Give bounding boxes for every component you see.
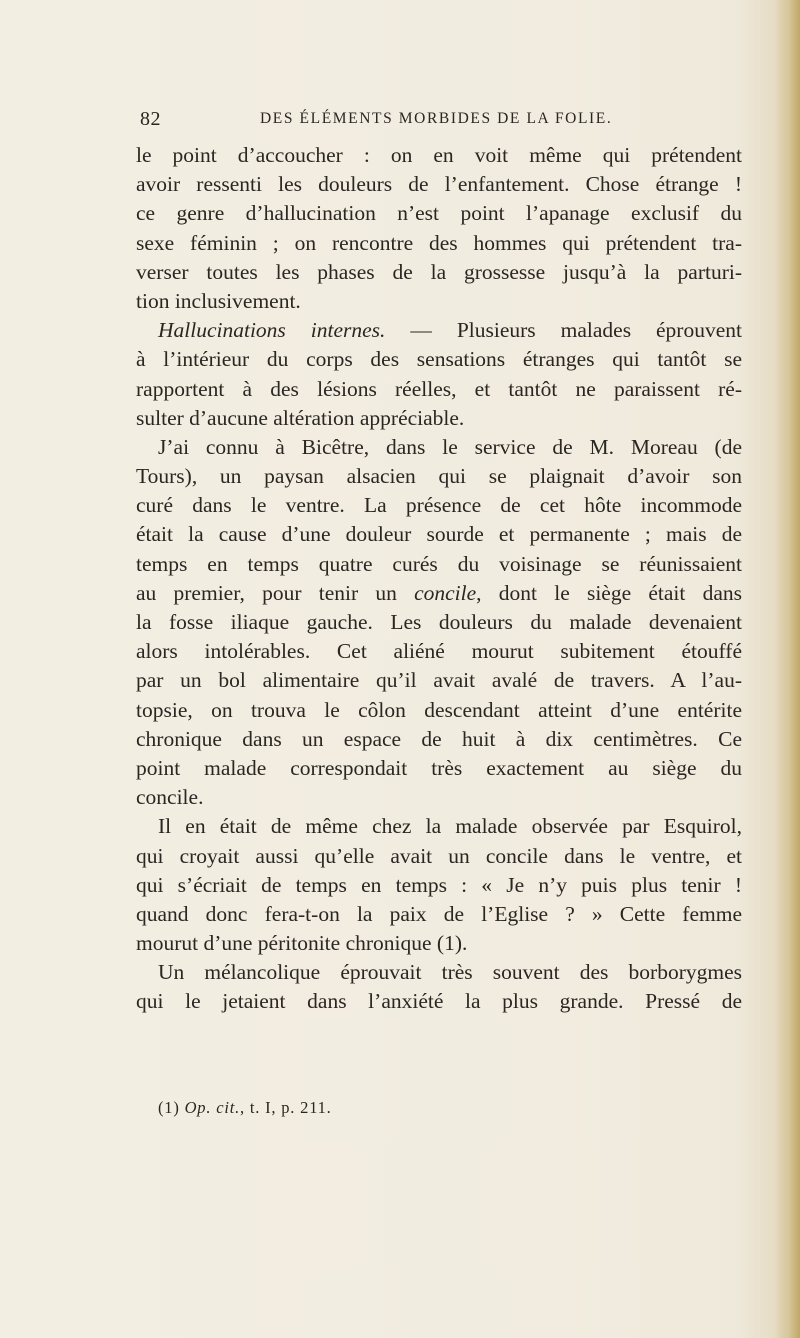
text-segment: avoir ressenti les douleurs de l’enfantement. Chose étrange ! [136,172,742,197]
text-segment: curé dans le ventre. La présence de cet hôte incommode [136,493,742,518]
text-line [136,579,742,608]
text-line [136,754,742,783]
text-segment: ce genre d’hallucination n’est point l’apanage exclusif du [136,201,742,226]
text-line [136,812,742,841]
text-segment: J’ai connu à Bicêtre, dans le service de M. Moreau (de [158,434,742,459]
text-line [136,345,742,374]
text-segment: sexe féminin ; on rencontre des hommes qui prétendent tra- [136,230,742,255]
text-segment: rapportent à des lésions réelles, et tantôt ne paraissent ré- [136,376,742,401]
text-line [136,900,742,929]
text-line [136,929,742,958]
text-segment: tion inclusivement. [136,288,301,313]
text-line [136,608,742,637]
text-segment: , dont le siège était dans [476,580,742,605]
text-line [136,229,742,258]
page-number: 82 [140,108,161,130]
footnote-marker: (1) [158,1098,185,1117]
text-line [136,462,742,491]
text-line [136,520,742,549]
text-segment: était la cause d’une douleur sourde et permanente ; mais de [136,522,742,547]
text-segment: à l’intérieur du corps des sensations étranges qui tantôt se [136,347,742,372]
text-line [136,404,742,433]
italic-word: concile [414,580,477,605]
text-segment: par un bol alimentaire qu’il avait avalé de travers. A l’au- [136,668,742,693]
text-segment: point malade correspondait très exactement au siège du [136,755,742,780]
text-line [136,666,742,695]
text-line [136,696,742,725]
text-line [136,141,742,170]
text-line [136,287,742,316]
text-segment: quand donc fera-t-on la paix de l’Eglise ? » Cette femme [136,901,742,926]
section-heading: Hallucinations internes. [158,318,386,343]
text-segment: concile. [136,785,204,810]
text-segment: verser toutes les phases de la grossesse jusqu’à la parturi- [136,259,742,284]
text-line [136,871,742,900]
text-line [136,987,742,1016]
text-segment: mourut d’une péritonite chronique (1). [136,931,468,956]
text-line [136,550,742,579]
text-segment: qui croyait aussi qu’elle avait un concile dans le ventre, et [136,843,742,868]
text-segment: le point d’accoucher : on en voit même qui prétendent [136,143,742,167]
text-line [136,375,742,404]
running-head [140,108,740,138]
footnote-citation: Op. cit. [184,1098,241,1117]
page-edge-stain [774,0,800,1338]
text-segment: chronique dans un espace de huit à dix centimètres. Ce [136,726,742,751]
text-segment: au premier, pour tenir un [136,580,415,605]
text-segment: topsie, on trouva le côlon descendant atteint d’une entérite [136,697,742,722]
running-head-title: DES ÉLÉMENTS MORBIDES DE LA FOLIE. [260,110,613,127]
text-line [136,258,742,287]
footnote-reference: , t. I, p. 211. [240,1098,332,1117]
body-text [136,141,742,1017]
text-segment: qui s’écriait de temps en temps : « Je n’y puis plus tenir ! [136,872,742,897]
text-line [136,316,742,345]
text-line [136,199,742,228]
text-segment: temps en temps quatre curés du voisinage se réunissaient [136,551,742,576]
text-line [136,637,742,666]
text-segment: Tours), un paysan alsacien qui se plaignait d’avoir son [136,464,742,489]
text-line [136,170,742,199]
text-line [136,958,742,987]
text-line [136,725,742,754]
text-segment: Il en était de même chez la malade observée par Esquirol, [158,814,742,839]
footnote [158,1098,332,1118]
text-segment: sulter d’aucune altération appréciable. [136,405,465,430]
text-segment: la fosse iliaque gauche. Les douleurs du malade devenaient [136,610,742,634]
text-line [136,433,742,462]
text-segment: qui le jetaient dans l’anxiété la plus grande. Pressé de [136,989,742,1014]
text-segment: — Plusieurs malades éprouvent [385,318,742,343]
text-line [136,842,742,871]
text-line [136,491,742,520]
text-segment: alors intolérables. Cet aliéné mourut subitement étouffé [136,639,742,664]
text-line [136,783,742,812]
text-segment: Un mélancolique éprouvait très souvent des borborygmes [158,960,742,985]
